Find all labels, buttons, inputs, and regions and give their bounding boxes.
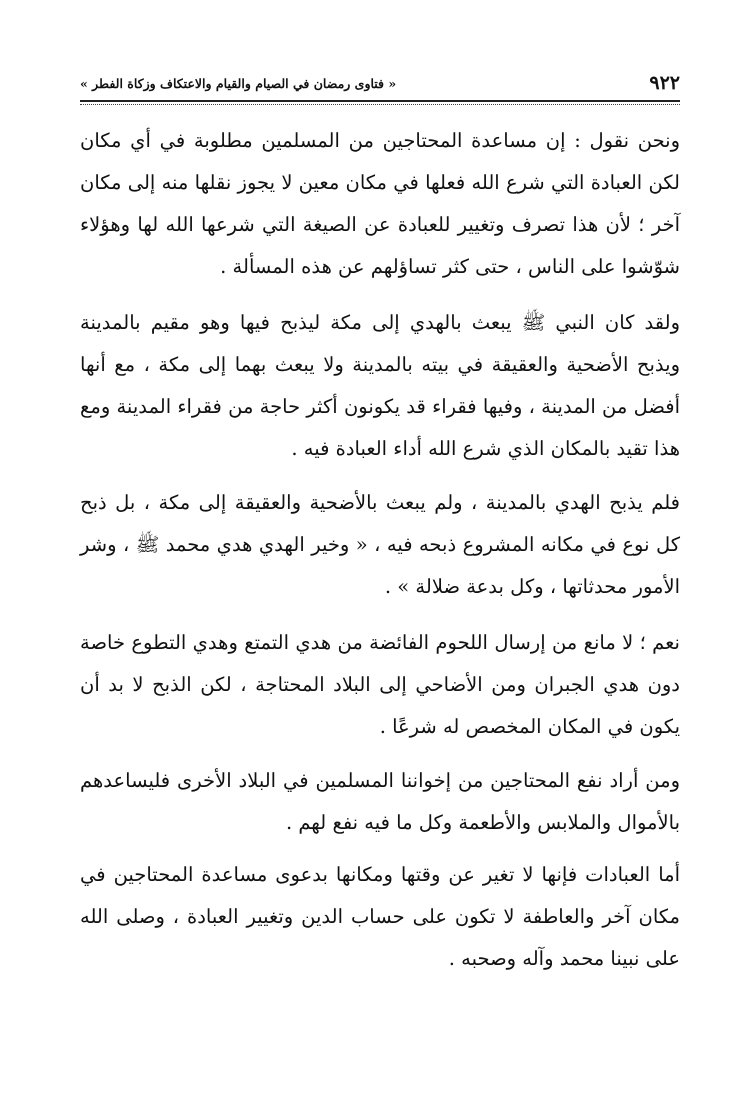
paragraph-5: ومن أراد نفع المحتاجين من إخواننا المسلمين في البلاد الأخرى فليساعدهم بالأموال والملابس والأطعمة وكل ما فيه نفع لهم . (80, 769, 680, 834)
header-dotted-rule (80, 104, 680, 105)
page-header (80, 72, 680, 100)
page-number: ٩٢٢ (649, 72, 680, 94)
running-title: « فتاوى رمضان في الصيام والقيام والاعتكاف وزكاة الفطر » (80, 76, 397, 91)
paragraph-3: فلم يذبح الهدي بالمدينة ، ولم يبعث بالأضحية والعقيقة إلى مكة ، بل ذبح كل نوع في مكانه المشروع ذبحه فيه ، « وخير الهدي هدي محمد ﷺ ، وشر الأمور محدثاتها ، وكل بدعة ضلالة » . (80, 491, 680, 598)
header-rule (80, 100, 680, 102)
paragraph-1: ونحن نقول : إن مساعدة المحتاجين من المسلمين مطلوبة في أي مكان لكن العبادة التي شرع الله فعلها في مكان معين لا يجوز نقلها منه إلى مكان آخر ؛ لأن هذا تصرف وتغيير للعبادة عن الصيغة التي شرعها الله لها وهؤلاء شوّشوا على الناس ، حتى كثر تساؤلهم عن هذه المسألة . (80, 129, 680, 278)
body-text (80, 120, 680, 990)
paragraph-4: نعم ؛ لا مانع من إرسال اللحوم الفائضة من هدي التمتع وهدي التطوع خاصة دون هدي الجبران ومن الأضاحي إلى البلاد المحتاجة ، لكن الذبح لا بد أن يكون في المكان المخصص له شرعًا . (80, 631, 680, 738)
paragraph-2: ولقد كان النبي ﷺ يبعث بالهدي إلى مكة ليذبح فيها وهو مقيم بالمدينة ويذبح الأضحية والعقيقة في بيته بالمدينة ولا يبعث بهما إلى مكة ، مع أنها أفضل من المدينة ، وفيها فقراء قد يكونون أكثر حاجة من فقراء المدينة ومع هذا تقيد بالمكان الذي شرع الله أداء العبادة فيه . (80, 311, 680, 460)
paragraph-6: أما العبادات فإنها لا تغير عن وقتها ومكانها بدعوى مساعدة المحتاجين في مكان آخر والعاطفة لا تكون على حساب الدين وتغيير العبادة ، وصلى الله على نبينا محمد وآله وصحبه . (80, 863, 681, 970)
